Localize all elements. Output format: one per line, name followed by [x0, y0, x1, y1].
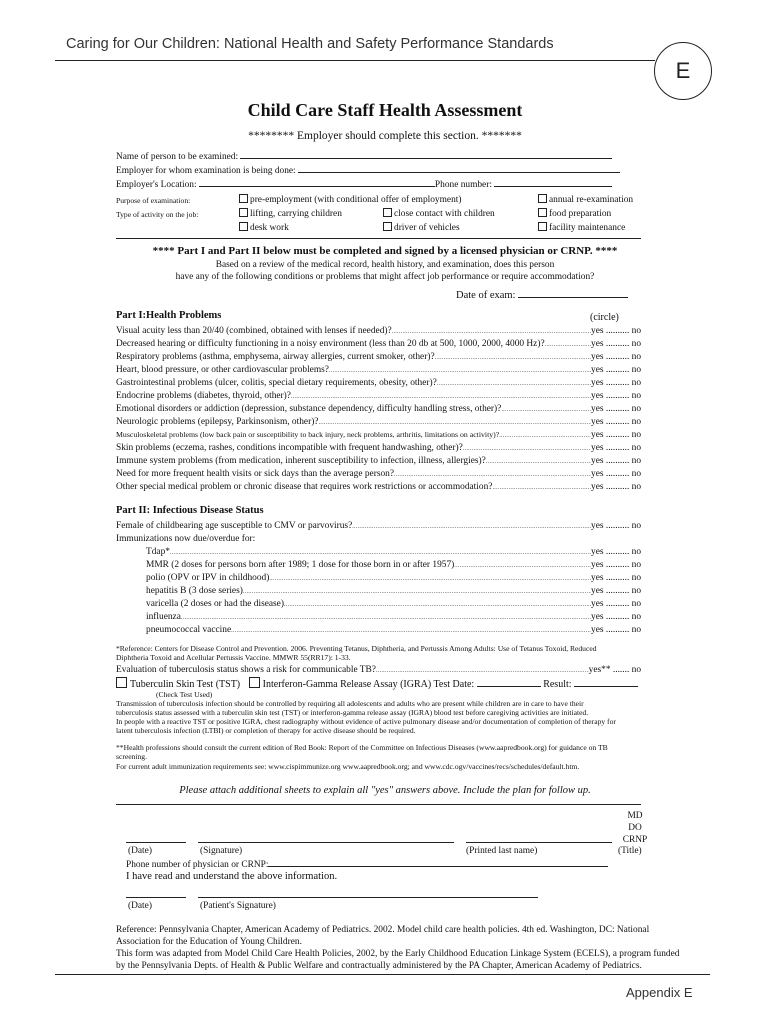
tst-label: Tuberculin Skin Test (TST)	[130, 679, 241, 690]
activity-food[interactable]: food preparation	[538, 208, 611, 220]
phone-label: Phone number:	[434, 180, 492, 190]
date-caption: (Date)	[128, 846, 152, 856]
immunization-row: pneumococcal vaccine ..... yes .......... no	[146, 624, 641, 637]
tb-no-option[interactable]: no	[631, 665, 641, 675]
health-row: Decreased hearing or difficulty functioning in a noisy environment (less than 20 db at 500, 1000, 2000, 4000 Hz)? ..... yes .......... no	[116, 338, 641, 351]
date-of-exam-field[interactable]	[518, 297, 628, 298]
appendix-label: Appendix E	[626, 985, 693, 1000]
phone-field[interactable]	[494, 186, 612, 187]
header-title: Caring for Our Children: National Health and Safety Performance Standards	[66, 36, 554, 52]
checkbox-icon[interactable]	[383, 222, 392, 231]
no-option[interactable]: no	[631, 352, 641, 362]
yes-option[interactable]: yes	[591, 365, 604, 375]
credential-do[interactable]: DO	[628, 823, 642, 833]
yes-option[interactable]: yes	[591, 547, 604, 557]
health-row: Musculoskeletal problems (low back pain or susceptibility to back injury, neck problems, arthritis, limitations on activity)? ..... yes .......... no	[116, 429, 641, 442]
health-row: Neurologic problems (epilepsy, Parkinsonism, other)? ..... yes .......... no	[116, 416, 641, 429]
checkbox-icon[interactable]	[239, 194, 248, 203]
tst-checkbox-icon[interactable]	[116, 677, 127, 688]
signature-line[interactable]	[198, 842, 454, 843]
yes-option[interactable]: yes	[591, 573, 604, 583]
employer-note: ******** Employer should complete this section. *******	[248, 130, 522, 142]
health-row: Gastrointestinal problems (ulcer, colitis, special dietary requirements, obesity, other)? ..... yes .......... no	[116, 377, 641, 390]
no-option[interactable]: no	[631, 430, 641, 440]
no-option[interactable]: no	[631, 443, 641, 453]
title-caption: (Title)	[618, 846, 642, 856]
name-row	[116, 151, 612, 163]
tb-note-2: tuberculosis status assessed with a tuberculin skin test (TST) or interferon-gamma release assay (IGRA) blood test before caregiving activities are initiated.	[116, 708, 589, 717]
physician-phone-row	[126, 859, 608, 871]
appendix-badge: E	[654, 42, 712, 100]
activity-close[interactable]: close contact with children	[383, 208, 495, 220]
part1-title: Part I:Health Problems	[116, 310, 222, 321]
tb-yes-option[interactable]: yes**	[588, 665, 611, 675]
no-option[interactable]: no	[631, 456, 641, 466]
immunization-row: MMR (2 doses for persons born after 1989; 1 dose for those born in or after 1957) ..... yes .......... no	[146, 559, 641, 572]
checkbox-icon[interactable]	[538, 194, 547, 203]
physician-note: **** Part I and Part II below must be completed and signed by a licensed physician or CRNP. ****	[152, 245, 618, 257]
yes-option[interactable]: yes	[591, 625, 604, 635]
tb-note-3: In people with a reactive TST or positive IGRA, chest radiography without evidence of active pulmonary disease and/or documentation of completion of therapy for	[116, 717, 616, 726]
credential-crnp[interactable]: CRNP	[622, 835, 648, 845]
tb-eval-row: Evaluation of tuberculosis status shows a risk for communicable TB? ..... yes** ....... no	[116, 664, 641, 677]
printed-name-caption: (Printed last name)	[466, 846, 538, 856]
result-label: Result:	[543, 679, 572, 690]
cmv-row: Female of childbearing age susceptible to CMV or parvovirus? ..... yes .......... no	[116, 520, 641, 533]
yes-option[interactable]: yes	[591, 391, 604, 401]
footer-reference-3: This form was adapted from Model Child Care Health Policies, 2002, by the Early Childhood Education Linkage System (ECELS), a program funded	[116, 949, 680, 959]
employer-field[interactable]	[298, 172, 620, 173]
section-divider	[116, 238, 641, 239]
redbook-note-2: screening.	[116, 752, 147, 761]
activity-label: Type of activity on the job:	[116, 210, 199, 219]
intro-line-2: have any of the following conditions or problems that might affect job performance or require accommodation?	[175, 272, 595, 282]
reference-1: *Reference: Centers for Disease Control and Prevention. 2006. Preventing Tetanus, Diphtheria, and Pertussis Among Adults: Use of Tetanus Toxoid, Reduced	[116, 644, 597, 653]
location-field[interactable]	[199, 186, 435, 187]
attach-note: Please attach additional sheets to explain all "yes" answers above. Include the plan for follow up.	[179, 785, 591, 796]
footer-reference-2: Association for the Education of Young Children.	[116, 937, 302, 947]
no-option[interactable]: no	[631, 417, 641, 427]
purpose-label: Purpose of examination:	[116, 196, 191, 205]
immunization-row: hepatitis B (3 dose series) ..... yes .......... no	[146, 585, 641, 598]
tb-test-row	[116, 677, 638, 690]
no-option[interactable]: no	[631, 404, 641, 414]
yes-option[interactable]: yes	[591, 482, 604, 492]
no-option[interactable]: no	[631, 365, 641, 375]
activity-desk[interactable]: desk work	[239, 222, 289, 234]
credential-md[interactable]: MD	[627, 811, 643, 821]
yes-option[interactable]: yes	[591, 586, 604, 596]
patient-date-caption: (Date)	[128, 901, 152, 911]
health-row: Endocrine problems (diabetes, thyroid, other)? ..... yes .......... no	[116, 390, 641, 403]
yes-option[interactable]: yes	[591, 456, 604, 466]
employer-row	[116, 165, 620, 177]
no-option[interactable]: no	[631, 482, 641, 492]
no-option[interactable]: no	[631, 326, 641, 336]
intro-line-1: Based on a review of the medical record, health history, and examination, does this person	[215, 260, 555, 270]
no-option[interactable]: no	[631, 612, 641, 622]
employer-label: Employer for whom examination is being done:	[116, 166, 296, 176]
yes-option[interactable]: yes	[591, 339, 604, 349]
signature-divider	[116, 804, 641, 805]
redbook-note-1: **Health professions should consult the current edition of Red Book: Report of the Committee on Infectious Diseases (www.aapredbook.org) for guidance on TB	[116, 743, 608, 752]
header-rule	[55, 60, 655, 61]
result-field[interactable]	[574, 686, 638, 687]
yes-option[interactable]: yes	[591, 469, 604, 479]
yes-option[interactable]: yes	[591, 430, 604, 440]
yes-option[interactable]: yes	[591, 417, 604, 427]
checkbox-icon[interactable]	[538, 208, 547, 217]
checkbox-icon[interactable]	[383, 208, 392, 217]
name-field[interactable]	[240, 158, 612, 159]
yes-option[interactable]: yes	[591, 560, 604, 570]
no-option[interactable]: no	[631, 521, 641, 531]
activity-facility[interactable]: facility maintenance	[538, 222, 625, 234]
activity-driver[interactable]: driver of vehicles	[383, 222, 460, 234]
health-row: Immune system problems (from medication, inherent susceptibility to infection, illness, allergies)? ..... yes .......... no	[116, 455, 641, 468]
footer-reference-1: Reference: Pennsylvania Chapter, American Academy of Pediatrics. 2002. Model child care health policies. 4th ed. Washington, DC: National	[116, 925, 650, 935]
no-option[interactable]: no	[631, 599, 641, 609]
no-option[interactable]: no	[631, 560, 641, 570]
patient-signature-line[interactable]	[198, 897, 538, 898]
immunization-row: polio (OPV or IPV in childhood) ..... yes .......... no	[146, 572, 641, 585]
patient-date-line[interactable]	[126, 897, 186, 898]
footer-reference-4: by the Pennsylvania Depts. of Health & Public Welfare and contractually administered by the PA Chapter, American Academy of Pediatrics.	[116, 961, 642, 971]
adult-immunization-note: For current adult immunization requirements see: www.cispimmunize.org www.aapredbook.org; and www.cdc.ogv/vaccines/recs/schedules/default.htm.	[116, 762, 580, 771]
checkbox-icon[interactable]	[538, 222, 547, 231]
yes-option[interactable]: yes	[591, 352, 604, 362]
date-of-exam-label: Date of exam:	[456, 290, 516, 301]
tb-note-4: latent tuberculosis infection (LTBI) or completion of therapy for active disease should be required.	[116, 726, 416, 735]
health-row: Skin problems (eczema, rashes, conditions incompatible with frequent handwashing, other)? ..... yes .......... no	[116, 442, 641, 455]
immunizations-label: Immunizations now due/overdue for:	[116, 534, 256, 544]
yes-option[interactable]: yes	[591, 404, 604, 414]
tb-note-1: Transmission of tuberculosis infection should be controlled by requiring all adolescents and adults who are present while children are in care to have their	[116, 699, 584, 708]
part2-title: Part II: Infectious Disease Status	[116, 505, 264, 516]
signature-caption: (Signature)	[200, 846, 243, 856]
printed-name-line[interactable]	[466, 842, 612, 843]
yes-option[interactable]: yes	[591, 378, 604, 388]
no-option[interactable]: no	[631, 573, 641, 583]
yes-option[interactable]: yes	[591, 521, 604, 531]
footer-rule	[55, 974, 710, 975]
physician-phone-field[interactable]	[268, 866, 608, 867]
immunization-row: Tdap* ..... yes .......... no	[146, 546, 641, 559]
no-option[interactable]: no	[631, 378, 641, 388]
no-option[interactable]: no	[631, 625, 641, 635]
no-option[interactable]: no	[631, 586, 641, 596]
igra-date-field[interactable]	[477, 686, 541, 687]
form-title: Child Care Staff Health Assessment	[247, 100, 523, 120]
igra-label: Interferon-Gamma Release Assay (IGRA) Test Date:	[262, 679, 475, 690]
no-option[interactable]: no	[631, 339, 641, 349]
health-row: Need for more frequent health visits or sick days than the average person? ..... yes .......... no	[116, 468, 641, 481]
circle-note: (circle)	[590, 312, 619, 323]
purpose-annual[interactable]: annual re-examination	[538, 194, 633, 206]
name-label: Name of person to be examined:	[116, 152, 239, 162]
health-row: Visual acuity less than 20/40 (combined, obtained with lenses if needed)? ..... yes .......... no	[116, 325, 641, 338]
patient-signature-caption: (Patient's Signature)	[200, 901, 276, 911]
date-line[interactable]	[126, 842, 186, 843]
health-row: Heart, blood pressure, or other cardiovascular problems? ..... yes .......... no	[116, 364, 641, 377]
purpose-pre[interactable]: pre-employment (with conditional offer of employment)	[239, 194, 462, 206]
reference-2: Diphtheria Toxoid and Acellular Pertussis Vaccine. MMWR 55(RR17): 1-33.	[116, 653, 351, 662]
yes-option[interactable]: yes	[591, 599, 604, 609]
yes-option[interactable]: yes	[591, 443, 604, 453]
location-row	[116, 179, 612, 191]
activity-lifting[interactable]: lifting, carrying children	[239, 208, 342, 220]
location-label: Employer's Location:	[116, 180, 197, 190]
check-test-used: (Check Test Used)	[156, 690, 213, 699]
health-row: Emotional disorders or addiction (depression, substance dependency, difficulty handling stress, other)? ..... yes .......... no	[116, 403, 641, 416]
no-option[interactable]: no	[631, 391, 641, 401]
health-row: Respiratory problems (asthma, emphysema, airway allergies, current smoker, other)? ..... yes .......... no	[116, 351, 641, 364]
checkbox-icon[interactable]	[239, 208, 248, 217]
immunization-row: influenza ..... yes .......... no	[146, 611, 641, 624]
date-of-exam	[456, 290, 628, 301]
checkbox-icon[interactable]	[239, 222, 248, 231]
immunization-row: varicella (2 doses or had the disease) ..... yes .......... no	[146, 598, 641, 611]
understand-statement: I have read and understand the above information.	[126, 871, 338, 882]
no-option[interactable]: no	[631, 547, 641, 557]
no-option[interactable]: no	[631, 469, 641, 479]
yes-option[interactable]: yes	[591, 326, 604, 336]
yes-option[interactable]: yes	[591, 612, 604, 622]
physician-phone-label: Phone number of physician or CRNP:	[126, 860, 269, 870]
health-row: Other special medical problem or chronic disease that requires work restrictions or accommodation? ..... yes .......... no	[116, 481, 641, 494]
igra-checkbox-icon[interactable]	[249, 677, 260, 688]
